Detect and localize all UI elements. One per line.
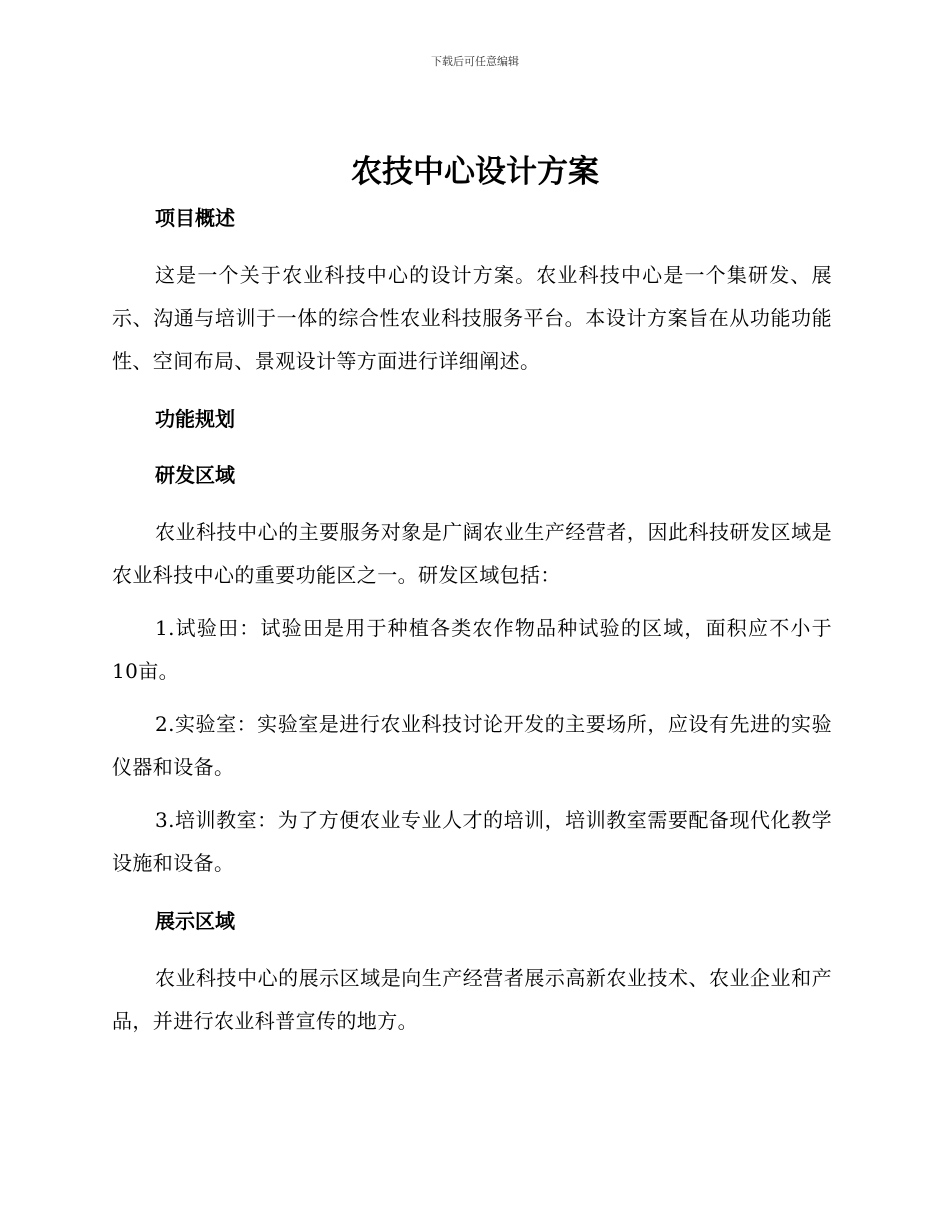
header-note: 下载后可任意编辑	[431, 55, 519, 68]
section-heading-display: 展示区域	[155, 909, 235, 933]
paragraph-rd: 农业科技中心的主要服务对象是广阔农业生产经营者，因此科技研发区域是农业科技中心的重要功能区之一。研发区域包括：	[112, 520, 832, 587]
document-title: 农技中心设计方案	[351, 154, 599, 190]
section-heading-function: 功能规划	[155, 407, 235, 431]
list-item-rd-2: 2.实验室：实验室是进行农业科技讨论开发的主要场所，应设有先进的实验仪器和设备。	[112, 712, 832, 779]
list-item-rd-1: 1.试验田：试验田是用于种植各类农作物品种试验的区域，面积应不小于10亩。	[112, 616, 832, 683]
section-heading-rd: 研发区域	[155, 463, 235, 487]
list-item-rd-3: 3.培训教室：为了方便农业专业人才的培训，培训教室需要配备现代化教学设施和设备。	[112, 808, 832, 875]
paragraph-overview: 这是一个关于农业科技中心的设计方案。农业科技中心是一个集研发、展示、沟通与培训于一体的综合性农业科技服务平台。本设计方案旨在从功能功能性、空间布局、景观设计等方面进行详细阐述。	[112, 263, 832, 373]
document-body	[112, 204, 832, 1043]
section-heading-overview: 项目概述	[155, 206, 235, 230]
paragraph-display: 农业科技中心的展示区域是向生产经营者展示高新农业技术、农业企业和产品，并进行农业科普宣传的地方。	[112, 966, 832, 1033]
